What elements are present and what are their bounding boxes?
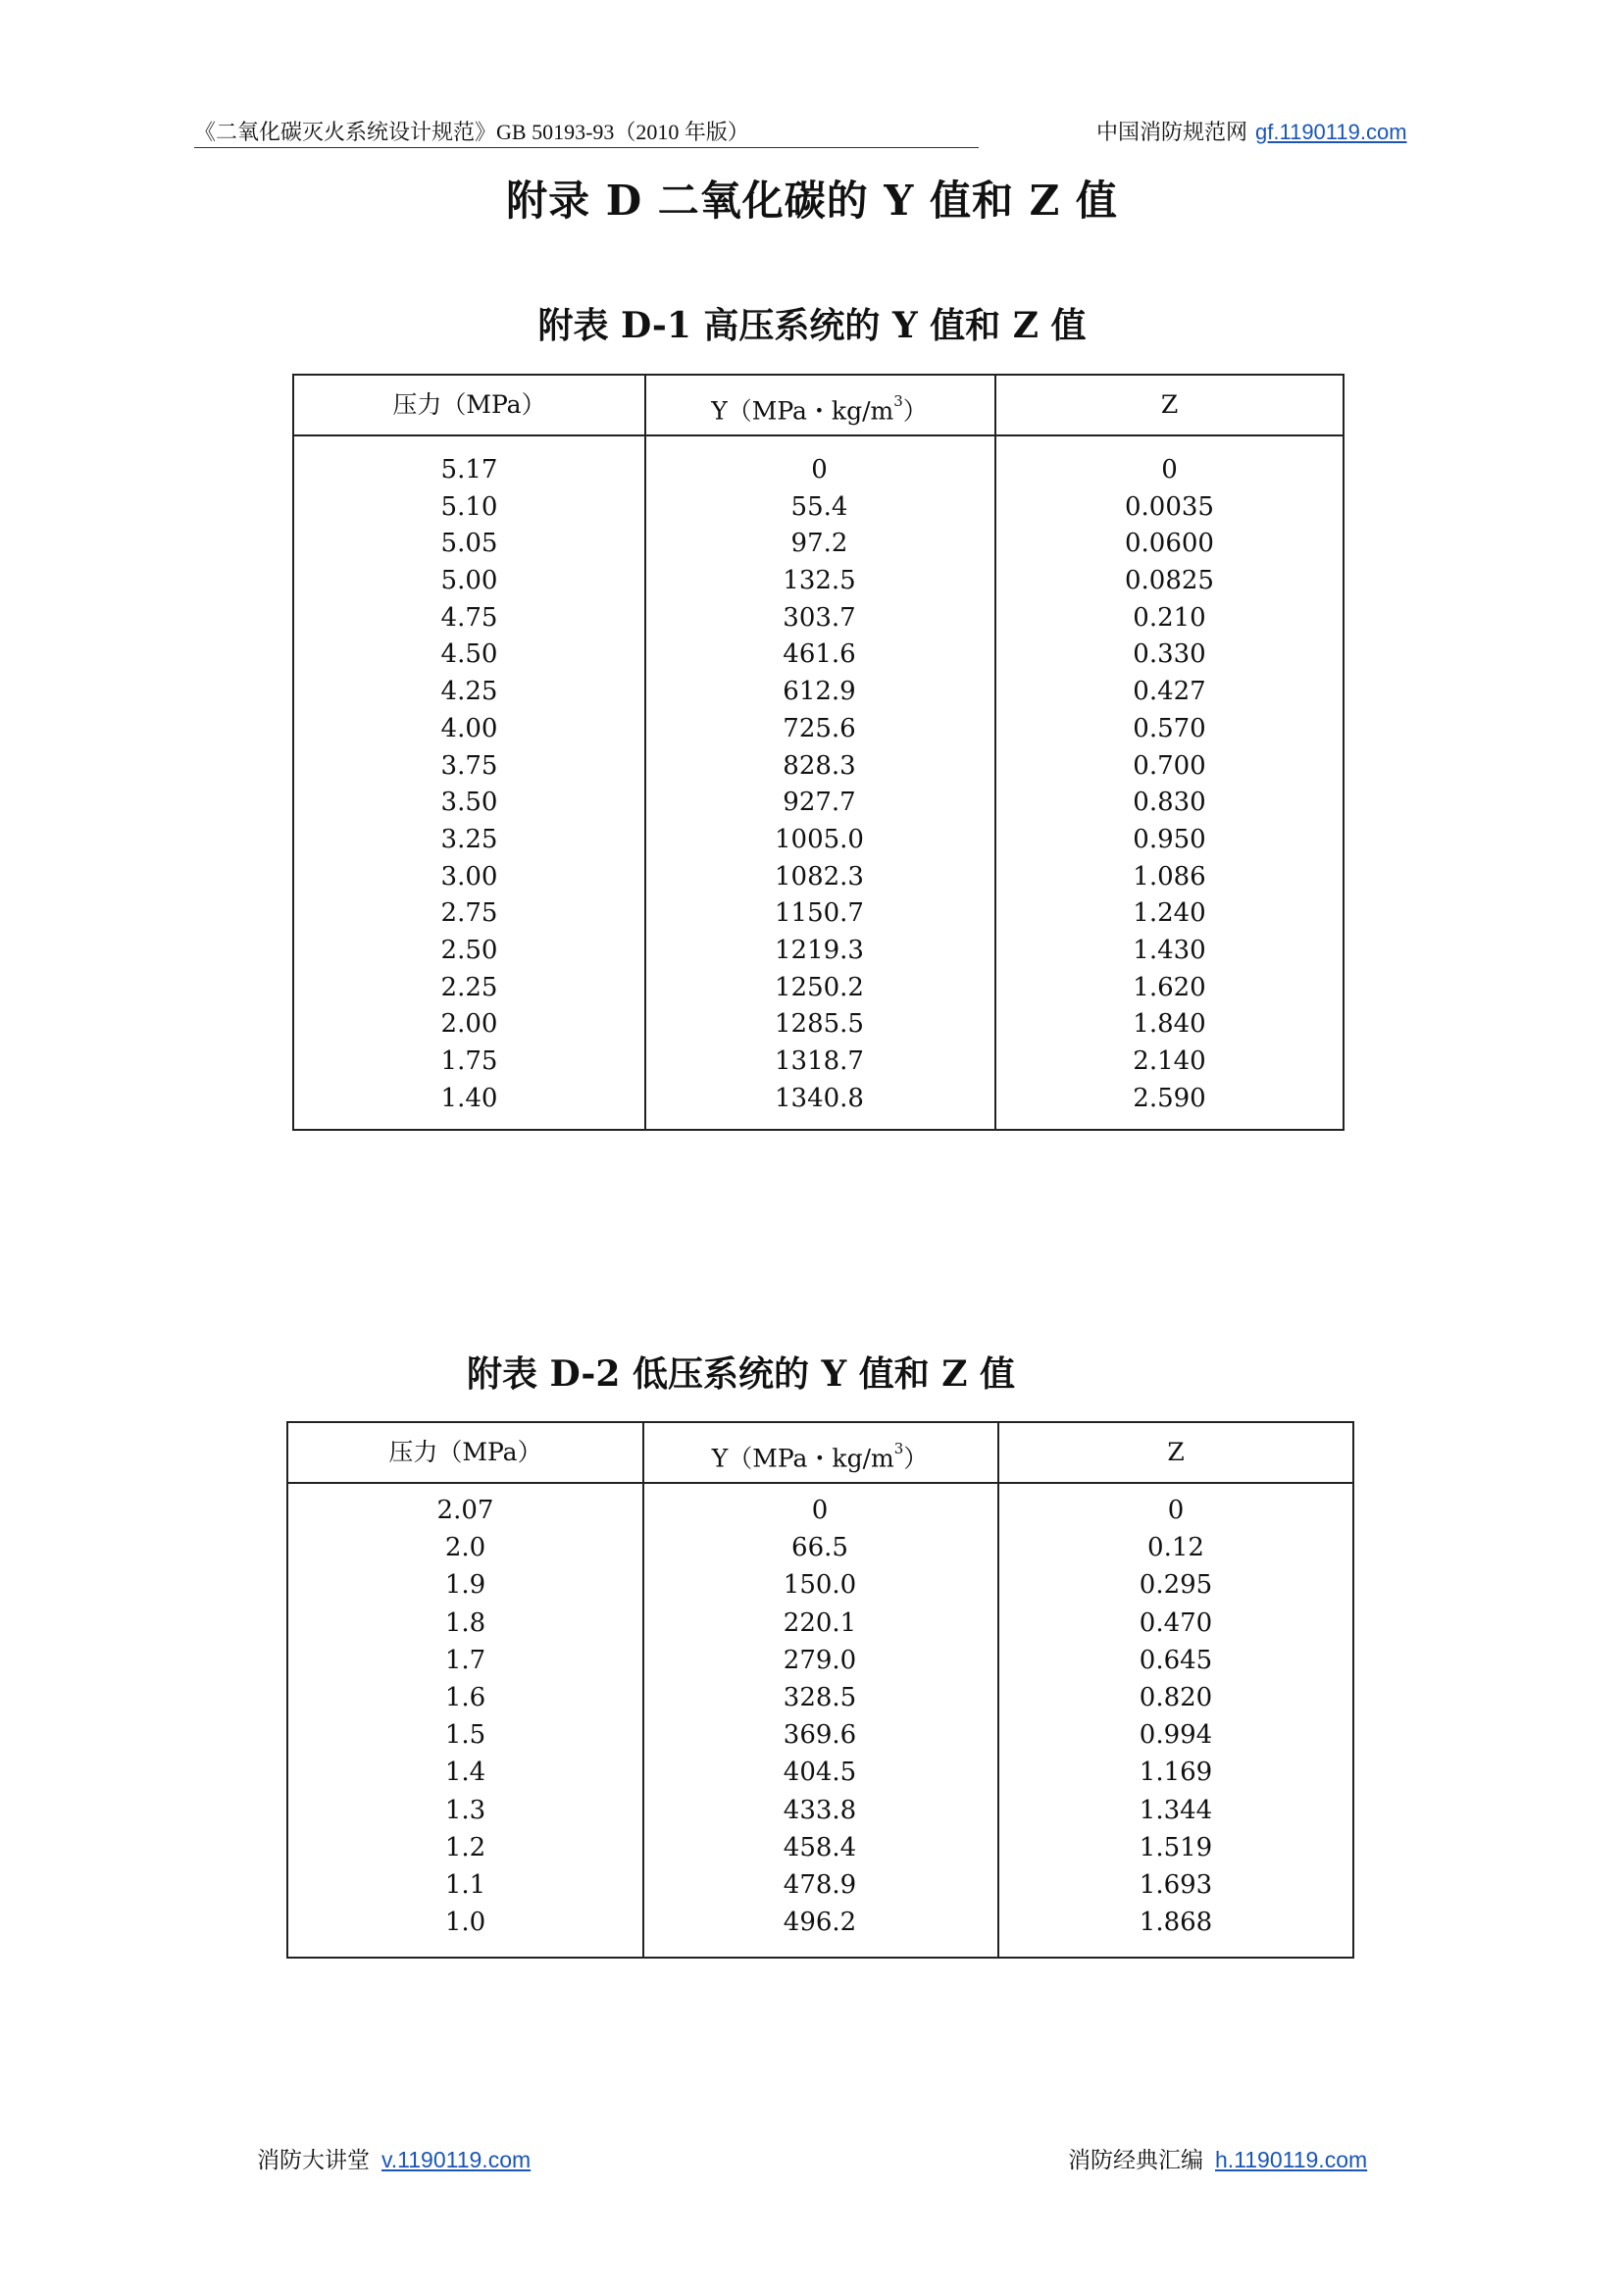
cell-y-value: 1318.7 (775, 1046, 864, 1076)
cell-y-value: 279.0 (783, 1645, 857, 1675)
col-header-y-close: ） (903, 1444, 929, 1473)
col-header-z: Z (1167, 1438, 1185, 1466)
cell-pressure: 5.10 (440, 491, 498, 522)
cell-z-value: 0.330 (1133, 639, 1206, 670)
table-row (294, 563, 1343, 600)
cell-y-value: 496.2 (783, 1908, 857, 1938)
cell-pressure: 4.75 (440, 602, 498, 633)
cell-y-value: 612.9 (783, 677, 856, 707)
cell-y-value: 404.5 (783, 1758, 857, 1788)
table-header-row (288, 1423, 1352, 1484)
site-link[interactable]: gf.1190119.com (1255, 120, 1407, 144)
table-row (294, 711, 1343, 748)
table-row (294, 748, 1343, 786)
cell-y-value: 1082.3 (775, 861, 864, 892)
table-row (294, 600, 1343, 637)
col-header-y-exponent: 3 (893, 1440, 904, 1457)
cell-z-value: 0.295 (1139, 1570, 1213, 1601)
table-row (288, 1792, 1352, 1829)
table-row (294, 822, 1343, 859)
cell-pressure: 1.4 (444, 1758, 486, 1788)
cell-pressure: 2.0 (444, 1533, 486, 1563)
table-row (288, 1716, 1352, 1754)
cell-z-value: 0 (1167, 1496, 1185, 1525)
cell-z-value: 1.620 (1133, 972, 1206, 1002)
cell-pressure: 1.40 (440, 1083, 498, 1113)
cell-y-value: 828.3 (783, 750, 856, 781)
cell-z-value: 1.086 (1133, 861, 1206, 892)
cell-pressure: 1.1 (444, 1869, 486, 1900)
cell-pressure: 4.50 (440, 639, 498, 670)
footer-right (1068, 2142, 1367, 2174)
cell-z-value: 0.0825 (1125, 566, 1214, 596)
running-header-site (1096, 116, 1407, 146)
cell-y-value: 97.2 (790, 529, 848, 559)
cell-y-value: 1250.2 (775, 972, 864, 1002)
col-header-pressure: 压力（MPa） (392, 390, 546, 419)
cell-z-value: 0.0035 (1125, 491, 1214, 522)
cell-z-value: 1.240 (1133, 898, 1206, 929)
table-row (288, 1642, 1352, 1679)
col-header-y (644, 376, 994, 434)
cell-pressure: 2.25 (440, 972, 498, 1002)
table-row (294, 785, 1343, 822)
cell-pressure: 5.05 (440, 529, 498, 559)
cell-y-value: 150.0 (783, 1570, 857, 1601)
cell-y-value: 132.5 (783, 566, 856, 596)
cell-pressure: 3.50 (440, 788, 498, 818)
cell-pressure: 2.75 (440, 898, 498, 929)
cell-z-value: 0.700 (1133, 750, 1206, 781)
footer-right-label: 消防经典汇编 (1068, 2148, 1203, 2172)
cell-z-value: 0.570 (1133, 713, 1206, 743)
table-header-row (294, 376, 1343, 436)
appendix-title: 附录 D 二氧化碳的 Y 值和 Z 值 (506, 177, 1118, 225)
cell-pressure: 4.00 (440, 713, 498, 743)
footer-left-label: 消防大讲堂 (257, 2148, 370, 2172)
cell-z-value: 0.830 (1133, 788, 1206, 818)
table-row (288, 1866, 1352, 1904)
table-d2-caption: 附表 D-2 低压系统的 Y 值和 Z 值 (467, 1353, 1016, 1395)
cell-z-value: 1.693 (1139, 1869, 1213, 1900)
cell-pressure: 2.00 (440, 1009, 498, 1040)
table-d2 (286, 1421, 1354, 1959)
table-row (294, 1006, 1343, 1044)
table-row (294, 637, 1343, 674)
cell-pressure: 2.07 (436, 1496, 494, 1525)
cell-y-value: 725.6 (783, 713, 856, 743)
cell-y-value: 303.7 (783, 602, 856, 633)
table-row (294, 970, 1343, 1007)
cell-z-value: 0.0600 (1125, 529, 1214, 559)
cell-pressure: 1.6 (444, 1682, 486, 1712)
cell-y-value: 55.4 (790, 491, 848, 522)
table-row (288, 1754, 1352, 1791)
table-row (288, 1829, 1352, 1866)
col-header-pressure: 压力（MPa） (388, 1438, 542, 1466)
cell-z-value: 1.344 (1139, 1795, 1213, 1825)
table-row (294, 452, 1343, 489)
cell-pressure: 1.8 (444, 1607, 486, 1638)
table-row (288, 1904, 1352, 1941)
cell-y-value: 927.7 (783, 788, 856, 818)
cell-y-value: 1285.5 (775, 1009, 864, 1040)
footer-left (257, 2142, 531, 2174)
col-header-y-text: Y（MPa・kg/m (711, 1444, 894, 1473)
cell-y-value: 0 (811, 1496, 829, 1525)
cell-pressure: 1.7 (444, 1645, 486, 1675)
cell-z-value: 0.994 (1139, 1720, 1213, 1751)
cell-pressure: 1.0 (444, 1908, 486, 1938)
col-header-y-exponent: 3 (893, 392, 903, 410)
col-header-y (642, 1423, 997, 1482)
table-row (294, 859, 1343, 896)
cell-pressure: 1.9 (444, 1570, 486, 1601)
cell-z-value: 2.590 (1133, 1083, 1206, 1113)
cell-z-value: 0.950 (1133, 824, 1206, 854)
site-name: 中国消防规范网 (1096, 120, 1248, 144)
cell-y-value: 478.9 (783, 1869, 857, 1900)
footer-right-link[interactable]: h.1190119.com (1215, 2147, 1368, 2172)
cell-pressure: 2.50 (440, 935, 498, 965)
table-row (294, 1044, 1343, 1081)
table-row (288, 1492, 1352, 1529)
cell-pressure: 1.5 (444, 1720, 486, 1751)
cell-y-value: 1219.3 (775, 935, 864, 965)
table-body (288, 1492, 1352, 1941)
col-header-z: Z (1160, 390, 1179, 419)
cell-pressure: 4.25 (440, 677, 498, 707)
table-row (288, 1679, 1352, 1716)
col-header-y-close: ） (902, 396, 928, 426)
table-row (288, 1566, 1352, 1604)
table-row (294, 933, 1343, 970)
cell-pressure: 3.00 (440, 861, 498, 892)
cell-z-value: 0.210 (1133, 602, 1206, 633)
cell-y-value: 0 (811, 455, 828, 484)
cell-pressure: 3.25 (440, 824, 498, 854)
table-d1 (292, 374, 1345, 1131)
cell-y-value: 1150.7 (775, 898, 864, 929)
cell-z-value: 0.820 (1139, 1682, 1213, 1712)
table-row (288, 1529, 1352, 1566)
cell-y-value: 220.1 (783, 1607, 857, 1638)
cell-z-value: 1.430 (1133, 935, 1206, 965)
cell-z-value: 1.169 (1139, 1758, 1213, 1788)
cell-pressure: 5.17 (440, 455, 498, 484)
cell-pressure: 1.3 (444, 1795, 486, 1825)
cell-pressure: 1.2 (444, 1832, 486, 1862)
col-header-y-text: Y（MPa・kg/m (711, 396, 894, 426)
cell-y-value: 458.4 (783, 1832, 857, 1862)
running-header-title: 《二氧化碳灭火系统设计规范》GB 50193-93（2010 年版） (194, 120, 749, 144)
cell-z-value: 0.470 (1139, 1607, 1213, 1638)
cell-y-value: 66.5 (791, 1533, 848, 1563)
cell-z-value: 0.645 (1139, 1645, 1213, 1675)
cell-y-value: 1340.8 (775, 1083, 864, 1113)
cell-z-value: 0.427 (1133, 677, 1206, 707)
cell-z-value: 0 (1161, 455, 1178, 484)
cell-y-value: 369.6 (783, 1720, 857, 1751)
cell-y-value: 328.5 (783, 1682, 857, 1712)
cell-y-value: 461.6 (783, 639, 856, 670)
cell-z-value: 1.868 (1139, 1908, 1213, 1938)
table-d1-caption: 附表 D-1 高压系统的 Y 值和 Z 值 (537, 305, 1087, 346)
table-row (294, 1081, 1343, 1118)
cell-z-value: 2.140 (1133, 1046, 1206, 1076)
cell-y-value: 433.8 (783, 1795, 857, 1825)
cell-z-value: 0.12 (1147, 1533, 1204, 1563)
cell-pressure: 3.75 (440, 750, 498, 781)
header-rule (194, 147, 979, 148)
table-row (288, 1605, 1352, 1642)
table-row (294, 895, 1343, 933)
cell-pressure: 5.00 (440, 566, 498, 596)
table-row (294, 674, 1343, 711)
table-body (294, 452, 1343, 1117)
table-row (294, 526, 1343, 563)
footer-left-link[interactable]: v.1190119.com (381, 2147, 532, 2172)
cell-y-value: 1005.0 (775, 824, 864, 854)
cell-z-value: 1.519 (1139, 1832, 1213, 1862)
table-row (294, 489, 1343, 527)
cell-z-value: 1.840 (1133, 1009, 1206, 1040)
cell-pressure: 1.75 (440, 1046, 498, 1076)
